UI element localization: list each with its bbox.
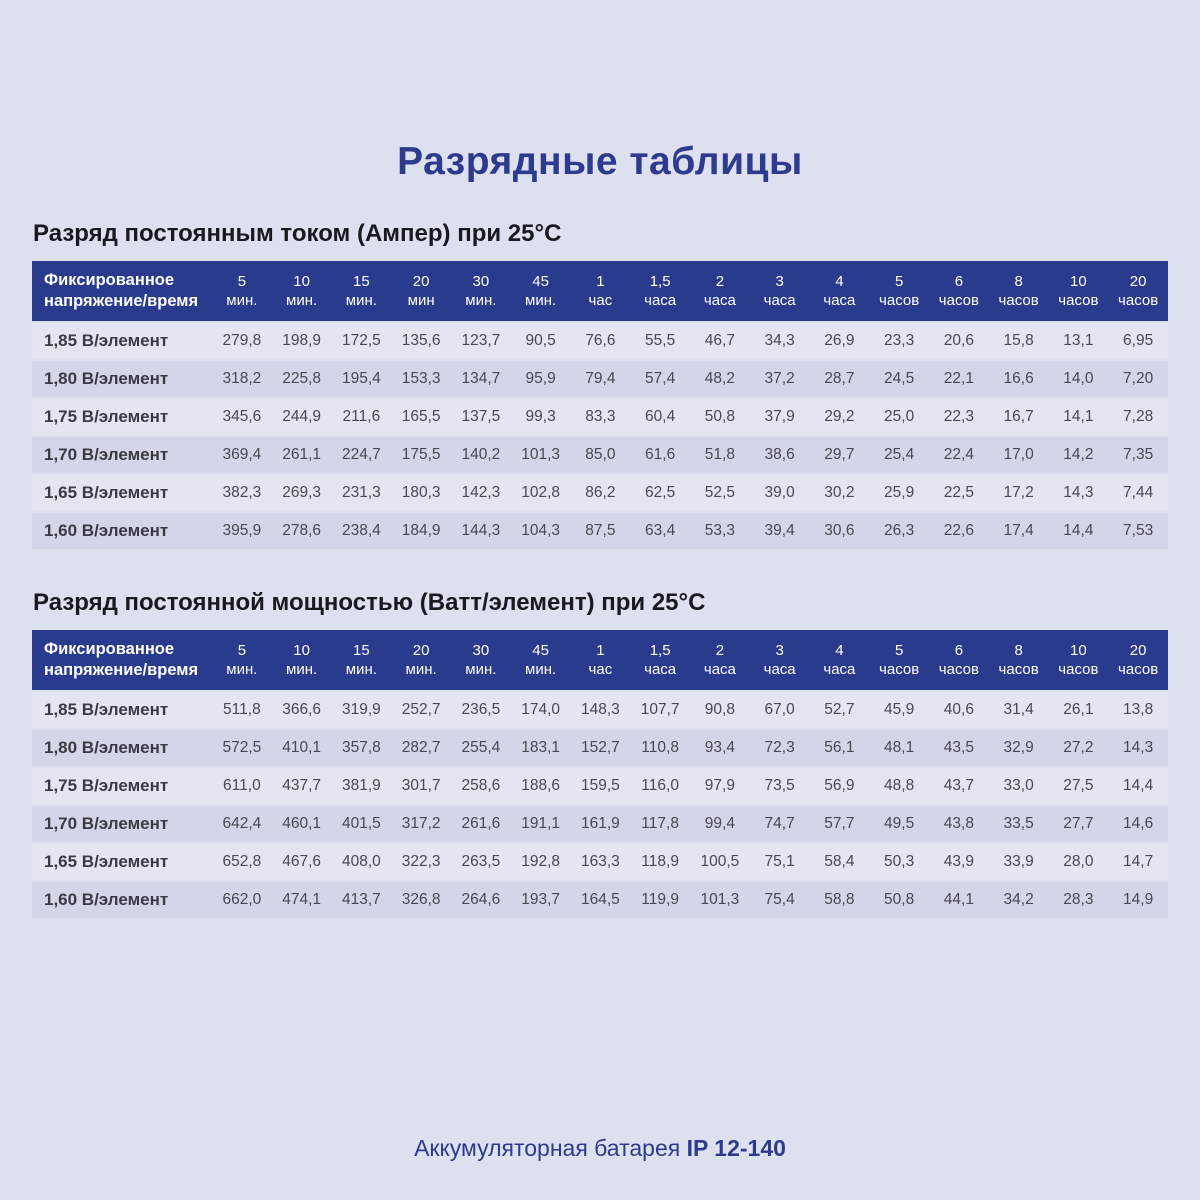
table-cell: 50,8	[704, 408, 735, 425]
table-cell: 15,8	[1003, 332, 1034, 349]
table-cell: 140,2	[461, 446, 501, 463]
table-cell: 13,1	[1063, 332, 1094, 349]
row-label: 1,85 В/элемент	[44, 700, 169, 719]
table-cell: 79,4	[585, 370, 616, 387]
table-column-header: 10 мин.	[286, 641, 318, 678]
table-column-header: 5 мин.	[226, 272, 258, 309]
table-cell: 474,1	[282, 891, 322, 908]
table-cell: 60,4	[645, 408, 676, 425]
table-cell: 14,4	[1063, 522, 1094, 539]
table-cell: 382,3	[222, 484, 262, 501]
table-cell: 161,9	[580, 815, 620, 832]
row-label: 1,70 В/элемент	[44, 814, 169, 833]
table-cell: 74,7	[764, 815, 795, 832]
table-cell: 32,9	[1003, 739, 1034, 756]
table-column-header: 1,5 часа	[644, 272, 677, 309]
table-cell: 117,8	[641, 815, 679, 832]
table-cell: 43,7	[943, 777, 974, 794]
table-column-header: 15 мин.	[345, 641, 377, 678]
row-label: 1,80 В/элемент	[44, 369, 169, 388]
table-cell: 33,9	[1003, 853, 1034, 870]
table-column-header: 2 часа	[703, 272, 736, 309]
table-cell: 413,7	[341, 891, 381, 908]
table-cell: 261,6	[461, 815, 501, 832]
table-cell: 408,0	[341, 853, 381, 870]
table-cell: 652,8	[222, 853, 262, 870]
table-cell: 63,4	[645, 522, 676, 539]
table-cell: 119,9	[641, 891, 679, 908]
table-cell: 99,3	[525, 408, 556, 425]
table-cell: 261,1	[282, 446, 322, 463]
table-column-header: 10 часов	[1058, 272, 1099, 309]
table-cell: 48,1	[884, 739, 915, 756]
table-cell: 17,4	[1003, 522, 1034, 539]
table-cell: 57,4	[645, 370, 676, 387]
table-header-row	[32, 630, 1168, 690]
table-column-header: 6 часов	[938, 272, 979, 309]
table-cell: 67,0	[764, 701, 795, 718]
table-cell: 87,5	[585, 522, 616, 539]
table-cell: 460,1	[282, 815, 322, 832]
table-row	[32, 768, 1168, 804]
table-cell: 410,1	[282, 739, 322, 756]
table-cell: 58,4	[824, 853, 855, 870]
table-column-header: 4 часа	[823, 272, 856, 309]
table-cell: 381,9	[341, 777, 381, 794]
table-cell: 29,7	[824, 446, 855, 463]
table-corner-label: Фиксированное напряжение/время	[44, 639, 199, 679]
table-cell: 62,5	[645, 484, 676, 501]
table-header-row	[32, 261, 1168, 321]
table-cell: 90,5	[525, 332, 556, 349]
table-cell: 163,3	[580, 853, 620, 870]
footer	[0, 1135, 1200, 1162]
table-cell: 134,7	[461, 370, 501, 387]
table-cell: 366,6	[282, 701, 322, 718]
discharge-power-table	[32, 630, 1168, 918]
table-cell: 27,7	[1063, 815, 1094, 832]
table-cell: 39,0	[764, 484, 795, 501]
table-cell: 100,5	[700, 853, 740, 870]
table-cell: 57,7	[824, 815, 855, 832]
table-cell: 72,3	[764, 739, 795, 756]
table-cell: 192,8	[521, 853, 561, 870]
table-cell: 198,9	[282, 332, 322, 349]
table-column-header: 20 часов	[1118, 641, 1159, 678]
table-cell: 7,28	[1123, 408, 1154, 425]
table-column-header: 3 часа	[763, 272, 796, 309]
table-cell: 22,4	[943, 446, 974, 463]
table-column-header: 5 часов	[879, 272, 920, 309]
table-cell: 6,95	[1123, 332, 1154, 349]
table-cell: 193,7	[521, 891, 561, 908]
table-cell: 14,6	[1123, 815, 1154, 832]
table-column-header: 5 часов	[879, 641, 920, 678]
table-cell: 75,1	[764, 853, 795, 870]
table-cell: 23,3	[884, 332, 915, 349]
table-cell: 45,9	[884, 701, 915, 718]
table-cell: 159,5	[580, 777, 620, 794]
table-cell: 52,7	[824, 701, 855, 718]
table-cell: 135,6	[401, 332, 441, 349]
table-cell: 48,2	[704, 370, 735, 387]
table-cell: 7,35	[1123, 446, 1154, 463]
table-cell: 14,3	[1123, 739, 1154, 756]
row-label: 1,85 В/элемент	[44, 331, 169, 350]
table-cell: 51,8	[704, 446, 735, 463]
table-cell: 258,6	[461, 777, 501, 794]
table-cell: 144,3	[461, 522, 501, 539]
table-cell: 27,2	[1063, 739, 1094, 756]
table-cell: 14,3	[1063, 484, 1094, 501]
table-cell: 153,3	[401, 370, 441, 387]
table-cell: 50,3	[884, 853, 915, 870]
table-row	[32, 730, 1168, 766]
table-cell: 26,9	[824, 332, 855, 349]
table-cell: 322,3	[401, 853, 441, 870]
table-column-header: 1,5 часа	[644, 641, 677, 678]
table-cell: 33,0	[1003, 777, 1034, 794]
table-cell: 56,1	[824, 739, 855, 756]
table-cell: 174,0	[521, 701, 561, 718]
table-cell: 20,6	[943, 332, 974, 349]
table-cell: 95,9	[525, 370, 556, 387]
table-cell: 29,2	[824, 408, 855, 425]
table-cell: 56,9	[824, 777, 855, 794]
table-column-header: 15 мин.	[345, 272, 377, 309]
table-column-header: 45 мин.	[525, 641, 557, 678]
table-column-header: 8 часов	[998, 272, 1039, 309]
table-cell: 224,7	[341, 446, 381, 463]
table-cell: 255,4	[461, 739, 501, 756]
table-cell: 101,3	[700, 891, 740, 908]
row-label: 1,60 В/элемент	[44, 521, 169, 540]
table-row	[32, 399, 1168, 435]
table-cell: 34,2	[1003, 891, 1034, 908]
table-column-header: 5 мин.	[226, 641, 258, 678]
table-cell: 28,7	[824, 370, 855, 387]
table-cell: 172,5	[341, 332, 381, 349]
table-cell: 437,7	[282, 777, 322, 794]
table-column-header: 20 часов	[1118, 272, 1159, 309]
table-row	[32, 361, 1168, 397]
table-cell: 37,9	[764, 408, 795, 425]
table-cell: 345,6	[222, 408, 262, 425]
table-cell: 24,5	[884, 370, 915, 387]
table-cell: 27,5	[1063, 777, 1094, 794]
table-cell: 317,2	[401, 815, 441, 832]
table-cell: 142,3	[461, 484, 501, 501]
table-row	[32, 475, 1168, 511]
table-cell: 14,1	[1063, 408, 1094, 425]
table-corner-label: Фиксированное напряжение/время	[44, 270, 199, 310]
table-row	[32, 882, 1168, 918]
table-cell: 164,5	[580, 891, 620, 908]
table-column-header: 20 мин.	[405, 641, 437, 678]
table-cell: 118,9	[641, 853, 679, 870]
table-cell: 116,0	[641, 777, 679, 794]
table-column-header: 2 часа	[703, 641, 736, 678]
table-cell: 93,4	[704, 739, 735, 756]
table-cell: 38,6	[764, 446, 795, 463]
row-label: 1,65 В/элемент	[44, 852, 169, 871]
table-cell: 225,8	[282, 370, 322, 387]
table-cell: 14,2	[1063, 446, 1094, 463]
table-cell: 86,2	[585, 484, 616, 501]
table-cell: 34,3	[764, 332, 795, 349]
table-cell: 195,4	[341, 370, 381, 387]
table-cell: 58,8	[824, 891, 855, 908]
table-cell: 46,7	[704, 332, 735, 349]
table-column-header: 8 часов	[998, 641, 1039, 678]
table-cell: 14,0	[1063, 370, 1094, 387]
table-cell: 101,3	[521, 446, 561, 463]
table-row	[32, 844, 1168, 880]
table-column-header: 45 мин.	[525, 272, 557, 309]
table-cell: 7,53	[1123, 522, 1154, 539]
table-cell: 301,7	[401, 777, 441, 794]
table-cell: 16,7	[1003, 408, 1034, 425]
table-cell: 22,6	[943, 522, 974, 539]
table-cell: 31,4	[1003, 701, 1034, 718]
table-cell: 7,44	[1123, 484, 1154, 501]
table-column-header: 6 часов	[938, 641, 979, 678]
table-row	[32, 806, 1168, 842]
table-cell: 252,7	[401, 701, 441, 718]
table-row	[32, 513, 1168, 549]
table-cell: 16,6	[1003, 370, 1034, 387]
table-cell: 22,3	[943, 408, 974, 425]
table-row	[32, 437, 1168, 473]
table-column-header: 20 мин	[407, 272, 435, 309]
table-cell: 76,6	[585, 332, 616, 349]
table-cell: 25,0	[884, 408, 915, 425]
table-cell: 264,6	[461, 891, 501, 908]
row-label: 1,80 В/элемент	[44, 738, 169, 757]
table-cell: 137,5	[461, 408, 501, 425]
table-cell: 263,5	[461, 853, 501, 870]
table-cell: 52,5	[704, 484, 735, 501]
table-cell: 85,0	[585, 446, 616, 463]
table-column-header: 30 мин.	[465, 641, 497, 678]
table-cell: 49,5	[884, 815, 915, 832]
row-label: 1,75 В/элемент	[44, 776, 169, 795]
table-cell: 13,8	[1123, 701, 1154, 718]
table-cell: 104,3	[521, 522, 561, 539]
table-cell: 401,5	[341, 815, 381, 832]
discharge-current-table	[32, 261, 1168, 549]
table-cell: 90,8	[704, 701, 735, 718]
table-cell: 110,8	[641, 739, 679, 756]
table-cell: 318,2	[222, 370, 262, 387]
table-cell: 107,7	[640, 701, 680, 718]
table-cell: 282,7	[401, 739, 441, 756]
table-cell: 43,5	[943, 739, 974, 756]
table-cell: 467,6	[282, 853, 322, 870]
table-cell: 369,4	[222, 446, 262, 463]
table-cell: 97,9	[704, 777, 735, 794]
table-cell: 22,1	[943, 370, 974, 387]
table-cell: 30,6	[824, 522, 855, 539]
table-cell: 269,3	[282, 484, 322, 501]
table-cell: 83,3	[585, 408, 616, 425]
table-cell: 184,9	[401, 522, 441, 539]
table-cell: 39,4	[764, 522, 795, 539]
table-cell: 37,2	[764, 370, 795, 387]
table-cell: 188,6	[521, 777, 561, 794]
table-cell: 231,3	[341, 484, 381, 501]
table-row	[32, 692, 1168, 728]
table-cell: 99,4	[704, 815, 735, 832]
table-cell: 319,9	[341, 701, 381, 718]
table-cell: 279,8	[222, 332, 262, 349]
table-cell: 642,4	[222, 815, 262, 832]
table-cell: 152,7	[580, 739, 620, 756]
table-cell: 611,0	[223, 777, 261, 794]
table-column-header: 3 часа	[763, 641, 796, 678]
table-column-header: 10 часов	[1058, 641, 1099, 678]
table-cell: 183,1	[521, 739, 561, 756]
table-column-header: 4 часа	[823, 641, 856, 678]
table-cell: 395,9	[222, 522, 262, 539]
row-label: 1,60 В/элемент	[44, 890, 169, 909]
table-cell: 14,7	[1123, 853, 1154, 870]
table-column-header: 1 час	[588, 272, 613, 309]
table-cell: 165,5	[401, 408, 441, 425]
table-cell: 43,8	[943, 815, 974, 832]
table-cell: 44,1	[943, 891, 974, 908]
table-cell: 28,3	[1063, 891, 1094, 908]
row-label: 1,75 В/элемент	[44, 407, 169, 426]
table-cell: 43,9	[943, 853, 974, 870]
section-heading-power: Разряд постоянной мощностью (Ватт/элемент) при 25°С	[33, 589, 706, 616]
table-cell: 14,9	[1123, 891, 1154, 908]
table-cell: 28,0	[1063, 853, 1094, 870]
table-cell: 278,6	[282, 522, 322, 539]
table-cell: 55,5	[645, 332, 676, 349]
table-cell: 180,3	[401, 484, 441, 501]
table-column-header: 1 час	[588, 641, 613, 678]
table-cell: 244,9	[282, 408, 322, 425]
table-column-header: 10 мин.	[286, 272, 318, 309]
table-cell: 236,5	[461, 701, 501, 718]
table-cell: 26,3	[884, 522, 915, 539]
table-cell: 17,2	[1003, 484, 1034, 501]
table-cell: 326,8	[401, 891, 441, 908]
table-cell: 75,4	[764, 891, 795, 908]
page-title: Разрядные таблицы	[397, 140, 803, 183]
row-label: 1,70 В/элемент	[44, 445, 169, 464]
table-cell: 26,1	[1063, 701, 1094, 718]
table-cell: 30,2	[824, 484, 855, 501]
table-cell: 123,7	[461, 332, 501, 349]
table-cell: 572,5	[222, 739, 262, 756]
table-cell: 17,0	[1003, 446, 1034, 463]
table-cell: 25,4	[884, 446, 915, 463]
table-cell: 48,8	[884, 777, 915, 794]
table-cell: 73,5	[764, 777, 795, 794]
table-cell: 22,5	[943, 484, 974, 501]
table-cell: 191,1	[521, 815, 561, 832]
footer-text: Аккумуляторная батарея	[414, 1135, 681, 1161]
table-cell: 25,9	[884, 484, 915, 501]
table-cell: 211,6	[342, 408, 381, 425]
table-cell: 102,8	[521, 484, 561, 501]
section-heading-current: Разряд постоянным током (Ампер) при 25°С	[33, 220, 562, 247]
table-cell: 662,0	[222, 891, 262, 908]
table-cell: 148,3	[580, 701, 620, 718]
table-cell: 61,6	[645, 446, 676, 463]
table-row	[32, 323, 1168, 359]
table-cell: 40,6	[943, 701, 974, 718]
table-cell: 53,3	[704, 522, 735, 539]
table-cell: 511,8	[223, 701, 261, 718]
table-cell: 175,5	[401, 446, 441, 463]
row-label: 1,65 В/элемент	[44, 483, 169, 502]
table-cell: 50,8	[884, 891, 915, 908]
table-cell: 7,20	[1123, 370, 1154, 387]
table-column-header: 30 мин.	[465, 272, 497, 309]
footer-model: IP 12-140	[686, 1135, 786, 1161]
table-cell: 357,8	[341, 739, 381, 756]
table-cell: 33,5	[1003, 815, 1034, 832]
table-cell: 238,4	[341, 522, 381, 539]
table-cell: 14,4	[1123, 777, 1154, 794]
